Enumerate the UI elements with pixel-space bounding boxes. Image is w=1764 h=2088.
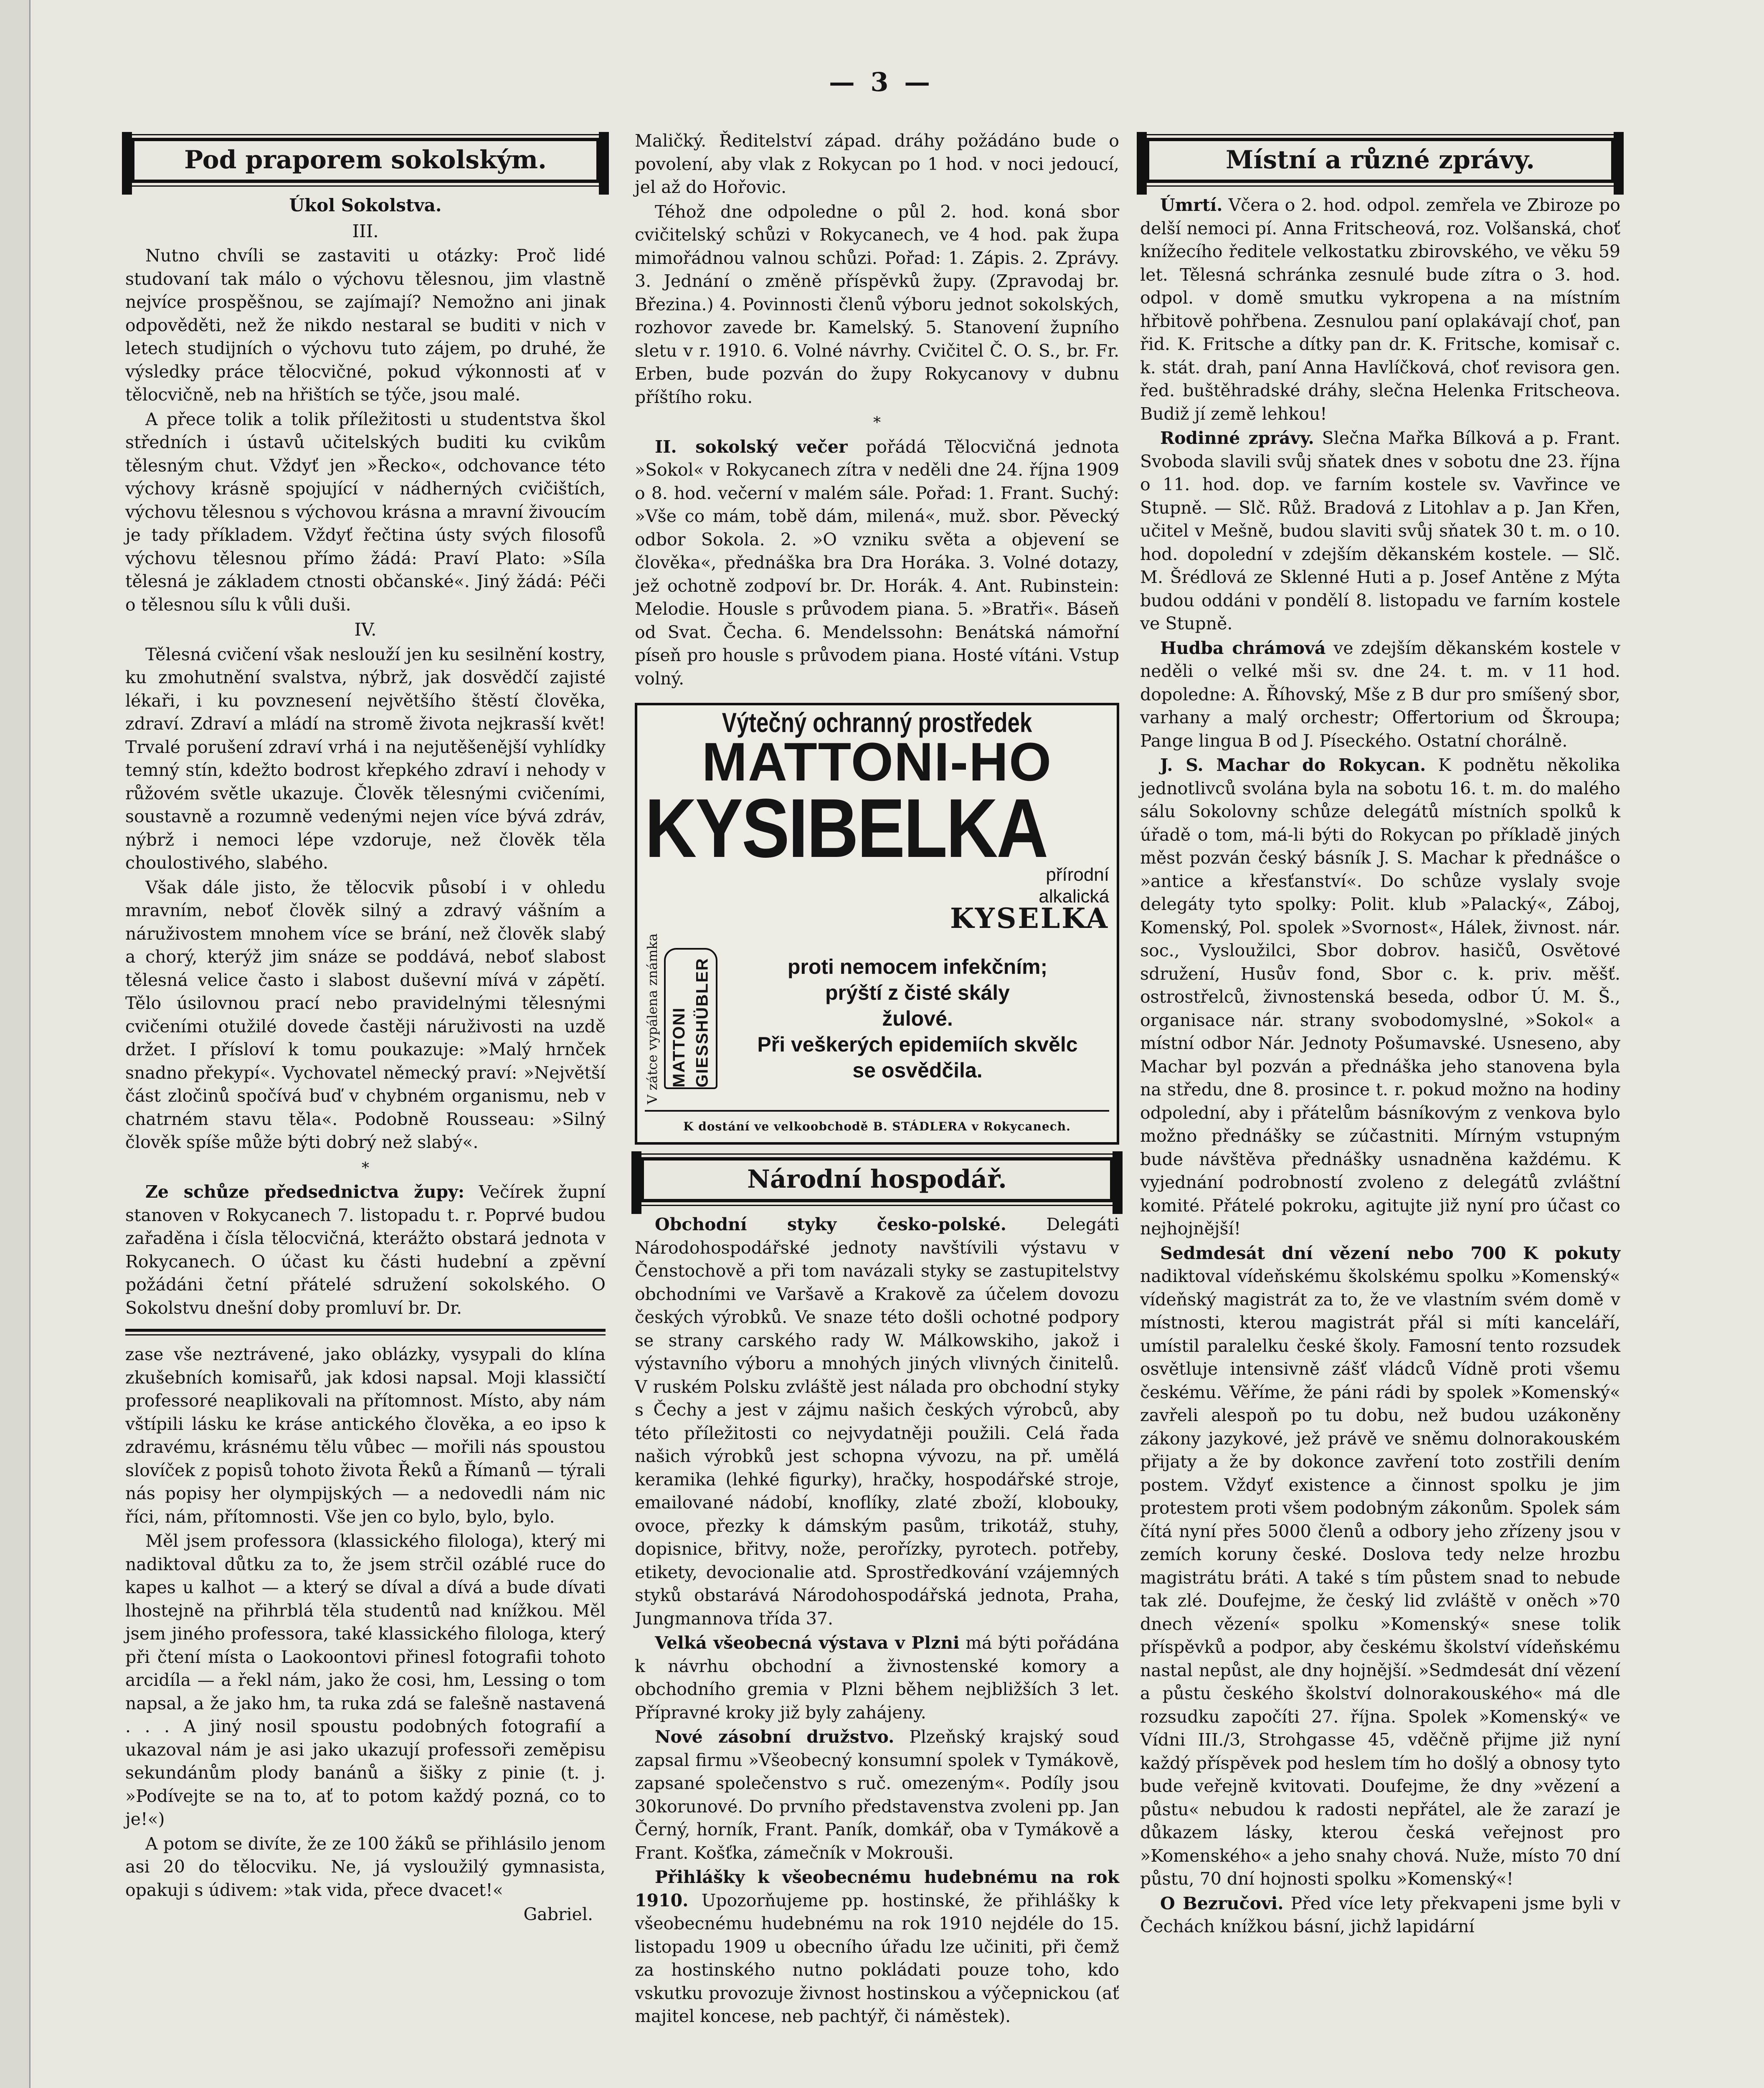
separator-star: * — [873, 414, 881, 431]
ad-footer: K dostání ve velkoobchodě B. STÁDLERA v Rokycanech. — [645, 1110, 1109, 1138]
bottle-icon: MATTONI GIESSHÜBLER — [664, 948, 717, 1089]
signature: Gabriel. — [523, 1904, 593, 1924]
divider — [125, 1329, 606, 1335]
news-item: Ze schůze předsednictva župy: Večírek župní stanoven v Rokycanech 7. listopadu t. r. Poprvé budou zařaděna i čísla tělocvičná, kterážto obstará jednota v Rokycanech. O účast ku části hudební a zpěvní požádáni četní přátelé sdružení sokolského. O Sokolstvu dnešní doby promluví br. Dr. — [125, 1182, 606, 1318]
section-heading-economy: Národní hospodář. — [641, 1157, 1113, 1202]
column-right — [1140, 125, 1620, 1940]
news-item: Nové zásobní družstvo. Plzeňský krajský soud zapsal firmu »Všeobecný konsumní spolek v Tymákově, zapsané společenstvo s ruč. omezeným«. Podíly jsou 30korunové. Do prvního představenstva zvoleni pp. Jan Černý, horník, Frant. Paník, domkář, oba v Tymákově a Frant. Košťka, zámečník v Mokrouši. — [635, 1727, 1119, 1863]
section-number: III. — [352, 220, 379, 241]
news-item: Přihlášky k všeobecnému hudebnému na rok 1910. Upozorňujeme pp. hostinské, že přihlášky k všeobecnému hudebnému na rok 1910 nejdéle do 15. listopadu 1909 u obecního úřadu lze učiniti, při čemž za hostinského nutno pokládati pouze toho, kdo vskutku provozuje živnost hostinskou a výčepnickou (ať majitel koncese, neb pachtýř, či náměstek). — [635, 1867, 1119, 2027]
paragraph: A potom se divíte, že ze 100 žáků se přihlásilo jenom asi 20 do tělocviku. Ne, já vysloužilý gymnasista, opakuji s údivem: »tak vida, přece dvacet!« — [125, 1833, 606, 1900]
news-item: Obchodní styky česko-polské. Delegáti Národohospodářské jednoty navštívili výstavu v Čenstochově a při tom navázali styky se zastupitelstvy obchodními ve Varšavě a Krakově za účelem dovozu českých výrobků. Ve snaze této došli ochotné podpory se strany carského rady W. Málkowskiho, jakož i výstavního výboru a mnohých jiných vlivných činitelů. V ruském Polsku zvláště jest nálada pro obchodní styky s Čechy a jest v zájmu našich českých výrobců, aby této příležitosti co nejvydatněji použili. Celá řada našich výrobků jest schopna vývozu, na př. umělá keramika (lehké figurky), hračky, hospodářské stroje, emailované nádobí, knoflíky, zlaté zboží, klobouky, ovoce, přezky k dámským pasům, trikotáž, stuhy, dopisnice, břitvy, nože, perořízky, pyrotech. potřeby, etikety, devocionalie atd. Sprostředkování vzájemných styků obstarává Národohospodářská jednota, Praha, Jungmannova třída 37. — [635, 1214, 1119, 1629]
ad-tagline: přírodní alkalická KYSELKA — [950, 864, 1109, 935]
paragraph: A přece tolik a tolik příležitosti u studentstva škol středních i ústavů učitelských buditi ku cvikům tělesným chut. Vždyť jen »Řecko«, odchovance této výchovy krásně spojující v nádherných cvičištích, výchovu tělesnou s výchovou krásna a mravní živoucím je tady příkladem. Vždyť řečtina ústy svých filosofů výchovu tělesnou přímo žádá: Praví Plato: »Síla tělesná je základem ctnosti občanské«. Jiný žádá: Péči o tělesnou sílu k vůli duši. — [125, 409, 606, 615]
page-edge — [0, 0, 30, 2088]
paragraph: Tělesná cvičení však neslouží jen ku sesilnění kostry, ku zmohutnění svalstva, nýbrž, jak dosvědčí zajisté lékaři, i ku povznesení největšího štěstí člověka, zdraví. Zdraví a mládí na stromě života nejkrasší květ! Trvalé porušení zdraví vrhá i na nejutěšenější vyhlídky temný stín, kdežto bodrost křepkého zdraví i nehody v růžovém světle ukazuje. Člověk tělesnými cvičeními, soustavně a rozumně vedenými nejen více bývá zdráv, nýbrž i nemoci lépe vzdoruje, než člověk těla choulostivého, slabého. — [125, 644, 606, 873]
section-heading-sokol: Pod praporem sokolským. — [131, 138, 600, 183]
ad-product-name: KYSIBELKA — [645, 781, 1047, 875]
article-subheading: Úkol Sokolstva. — [289, 195, 442, 215]
paragraph: Maličký. Ředitelství západ. dráhy požádáno bude o povolení, aby vlak z Rokycan po 1 hod. v noci jedoucí, jel až do Hořovic. — [635, 131, 1119, 197]
news-item: Sedmdesát dní vězení nebo 700 K pokuty nadiktoval vídeňskému školskému spolku »Komenský« vídeňský magistrát za to, že ve vlastním svém domě v místnosti, kterou magistrát přál si míti kanceláří, umístil paralelku české školy. Famosní tento rozsudek osvětluje intensivně zášť vládců Vídně proti všemu českému. Věříme, že páni rádi by spolek »Komenský« zavřeli alespoň po tu dobu, než budou uzákoněny zákony jazykové, jež právě ve sněmu dolnorakouském přijaty a že by dokonce zavření toto zostřili dením postem. Vždyť existence a činnost spolku je jim protestem proti všem podobným zákonům. Spolek sám čítá nyní přes 5000 členů a odbory jeho zřízeny jsou v zemích koruny české. Doslova tedy nelze hrozbu magistrátu bráti. A také s tím půstem snad to nebude tak zlé. Doufejme, že český lid zvláště v oněch »70 dnech vězení« spolku »Komenský« snese tolik příspěvků a podpor, aby českému školství vídeňskému nastal nepůst, ale dny hojnější. »Sedmdesát dní vězení a půstu českého školství dolnorakouského« má dle rozsudku započíti 27. října. Spolek »Komenský« ve Vídni III./3, Strohgasse 45, vděčně přijme již nyní každý příspěvek pod heslem tím ho došlý a obnosy tyto bude veřejně kvitovati. Doufejme, že dny »vězení a půstu« nebudou k radosti nepřátel, ale že zarazí je důkazem lásky, kterou česká veřejnost pro »Komenského« a jeho snahy chová. Nuže, místo 70 dní půstu, 70 dní hojnosti spolku »Komenský«! — [1140, 1243, 1620, 1889]
news-item: Velká všeobecná výstava v Plzni má býti pořádána k návrhu obchodní a živnostenské komory a obchodního gremia v Plzni během nejbližších 3 let. Přípravné kroky již byly zahájeny. — [635, 1633, 1119, 1723]
news-item: II. sokolský večer pořádá Tělocvičná jednota »Sokol« v Rokycanech zítra v neděli dne 24. října 1909 o 8. hod. večerní v malém sále. Pořad: 1. Frant. Suchý: »Vše co mám, tobě dám, milená«, muž. sbor. Pěvecký odbor Sokola. 2. »O vzniku světa a objevení se člověka«, přednáška bra Dra Horáka. 3. Volné dotazy, jež ochotně zodpoví br. Dr. Horák. 4. Ant. Rubinstein: Melodie. Housle s průvodem piana. 5. »Bratři«. Báseň od Svat. Čecha. 6. Mendelssohn: Benátská námořní píseň pro housle s průvodem piana. Hosté vítáni. Vstup volný. — [635, 436, 1120, 689]
paragraph: zase vše neztrávené, jako oblázky, vysypali do klína zkušebních komisařů, jak kdosi napsal. Moji klassičtí professoré neaplikovali na přítomnost. Místo, aby nám vštípili lásku ke kráse antického člověka, a eo ipso k zdravému, krásnému tělu vůbec — mořili nás spoustou slovíček z popisů tohoto života Řeků a Římanů — týrali nás popisy her olympijských — a nedovedli nám nic říci, nám, přítomnosti. Vše jen co bylo, bylo, bylo. — [125, 1344, 606, 1527]
paragraph: Však dále jisto, že tělocvik působí i v ohledu mravním, neboť člověk silný a zdravý vášním a náruživostem mnohem více se brání, než člověk slabý a chorý, kterýž jim snáze se poddává, neboť slabost tělesná velice často i slabost duševní mívá v zápětí. Tělo úsilovnou prací nebo pravidelnými tělesnými cvičeními otužilé dovede častěji náruživosti na uzdě držet. I přísloví k tomu poukazuje: »Malý hrnček snadno překypí«. Vychovatel německý praví: »Největší část zločinů spočívá buď v chybném organismu, neb v chatrném stavu těla«. Podobně Rousseau: »Silný člověk spíše může býti dobrý než slabý«. — [125, 877, 606, 1152]
news-item: Rodinné zprávy. Slečna Mařka Bílková a p. Frant. Svoboda slavili svůj sňatek dnes v sobotu dne 23. října o 11. hod. dop. ve farním kostele sv. Vavřince ve Stupně. — Slč. Růž. Bradová z Litohlav a p. Jan Křen, učitel v Mešně, budou slaviti svůj sňatek 30 t. m. o 10. hod. dopolední v zdejším děkanském kostele. — Slč. M. Šrédlová ze Sklenné Huti a p. Josef Antěne z Mýta budou oddáni v pondělí 8. listopadu ve farním kostele ve Stupně. — [1140, 428, 1620, 633]
news-item: O Bezručovi. Před více lety překvapeni jsme byli v Čechách knížkou básní, jichž lapidární — [1140, 1893, 1620, 1936]
section-number: IV. — [354, 619, 377, 640]
column-left — [125, 125, 606, 1926]
section-heading-local: Místní a různé zprávy. — [1146, 138, 1614, 183]
ad-headline: Výtečný ochranný prostředek — [722, 707, 1032, 738]
news-item: Úmrtí. Včera o 2. hod. odpol. zemřela ve Zbiroze po delší nemoci pí. Anna Fritscheová, roz. Volšanská, choť knížecího ředitele velkostatku zbirovského, ve věku 59 let. Tělesná schránka zesnulé bude zítra o 3. hod. odpol. v domě smutku vykropena a na místním hřbitově pohřbena. Zesnulou paní oplakávají choť, pan řid. K. Fritsche a dítky pan dr. K. Fritsche, komisař c. k. stát. drah, paní Anna Havlíčková, choť revisora gen. řed. buštěhradské dráhy, slečna Helenka Fritscheova. Budiž jí země lehkou! — [1140, 195, 1620, 424]
advertisement-mattoni — [635, 703, 1119, 1145]
paragraph: Měl jsem professora (klassického filologa), který mi nadiktoval důtku za to, že jsem strčil ozáblé ruce do kapes u kalhot — a který se díval a dívá a bude dívati lhostejně na přihrblá těla studentů nad knížkou. Měl jsem jiného professora, také klassického filologa, který při čtení místa o Laokoontovi přinesl fotografii tohoto arcidíla — a řekl nám, jako že cosi, hm, Lessing o tom napsal, a že jako hm, ta ruka zdá se falešně nastavená . . . A jiný nosil spoustu podobných fotografií a ukazoval nám je asi jako ukazují professoři zeměpisu sekundánům plody banánů a šišky z pinie (t. j. »Podívejte se na to, ať to potom každý pozná, co to je!«) — [125, 1531, 606, 1829]
page-number: — 3 — — [829, 67, 934, 97]
ad-claim: proti nemocem infekčním; prýští z čisté skály žulové. Při veškerých epidemiích skvělc se osvědčila. — [757, 955, 1078, 1082]
paragraph: Nutno chvíli se zastaviti u otázky: Proč lidé studovaní tak málo o výchovu tělesnou, jim vlastně nejvíce prospěšnou, se zajímají? Nemožno ani jinak odpověděti, než že nikdo nestaral se buditi v nich v letech studijních o výchovu tuto zájem, po druhé, že výsledky práce tělocvičné, pokud výkonnosti ať v tělocvičně, neb na hřištích se týče, jsou malé. — [125, 246, 606, 405]
news-item: Hudba chrámová ve zdejším děkanském kostele v neděli o velké mši sv. dne 24. t. m. v 11 hod. dopoledne: A. Říhovský, Mše z B dur pro smíšený sbor, varhany a malý orchestr; Offertorium od Škroupa; Pange lingua B od J. Píseckého. Ostatní chorálně. — [1140, 638, 1621, 751]
news-item: J. S. Machar do Rokycan. K podnětu několika jednotlivců svolána byla na sobotu 16. t. m. do malého sálu Sokolovny schůze delegátů místních spolků k úřadě o tom, má-li býti do Rokycan po příkladě jiných měst pozván český básník J. S. Machar k přednášce o »antice a křesťanství«. Do schůze vyslaly svoje delegáty tyto spolky: Polit. klub »Palacký«, Záboj, Komenský, Pol. spolek »Svornost«, Hálek, živnost. nár. soc., Vysloužilci, Sbor dobrov. hasičů, Osvětové sdružení, Husův fond, Sbor c. k. priv. měšť. ostrostřelců, živnostenská beseda, odbor Ú. M. Š., organisace nár. strany svobodomyslné, »Sokol« a místní odbor Nár. Jednoty Pošumavské. Usneseno, aby Machar byl pozván a přednáška jeho stanovena byla na středu, dne 8. prosince t. r. pokud možno na hodiny odpolední, aby i přátelům básníkovým z venkova bylo možno přednášky se zúčastniti. Mírným vstupným bude návštěva přednášky usnadněna každému. K vyjednání podrobností zvoleno z delegátů zvláštní komité. Přátelé pokroku, agitujte již nyní pro účast co nejhojnější! — [1140, 755, 1620, 1239]
ad-brand-name: MATTONI-HO — [702, 731, 1052, 792]
column-middle — [635, 129, 1119, 2030]
ad-vertical-note: V zátce vypálena známka — [644, 933, 660, 1104]
separator-star: * — [362, 1159, 369, 1177]
paragraph: Téhož dne odpoledne o půl 2. hod. koná sbor cvičitelský schůzi v Rokycanech, ve 4 hod. pak župa mimořádnou valnou schůzi. Pořad: 1. Zápis. 2. Zprávy. 3. Jednání o změně příspěvků župy. (Zpravodaj br. Březina.) 4. Povinnosti členů výboru jednot sokolských, rozhovor zavede br. Kamelský. 5. Stanovení župního sletu v r. 1910. 6. Volné návrhy. Cvičitel Č. O. S., br. Fr. Erben, bude pozván do župy Rokycanovy v dubnu příštího roku. — [635, 201, 1119, 407]
